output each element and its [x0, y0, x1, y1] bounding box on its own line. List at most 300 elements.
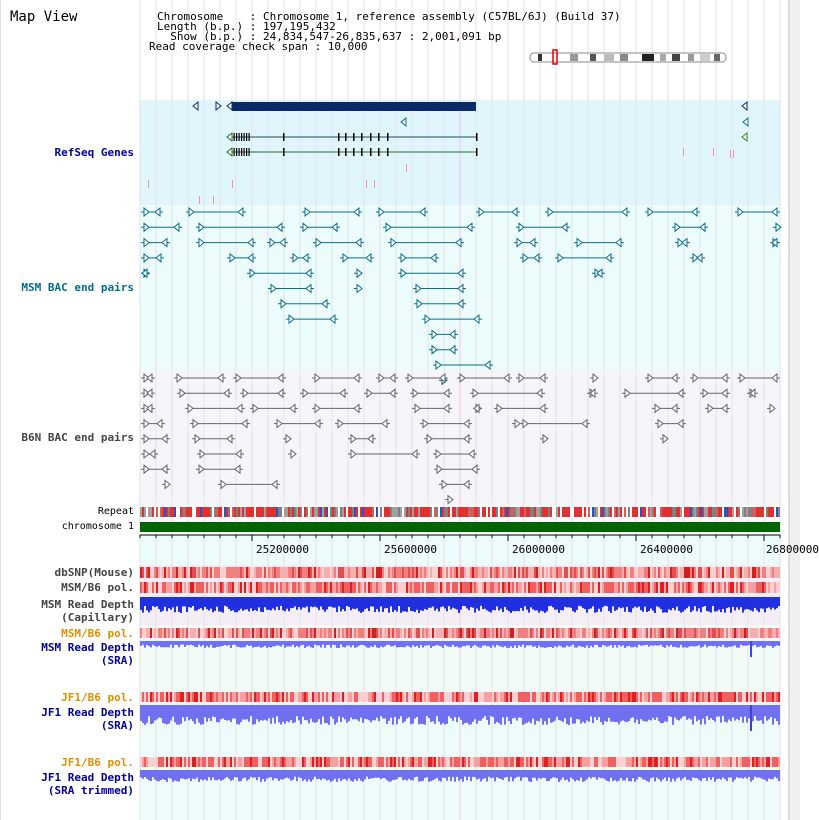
- heatmap-cell: [278, 628, 280, 638]
- chromosome-label: chromosome 1: [61, 521, 134, 532]
- heatmap-cell: [234, 757, 236, 767]
- repeat-cell: [338, 507, 340, 517]
- heatmap-cell: [408, 628, 410, 638]
- depth-bar: [622, 705, 624, 720]
- depth-bar: [612, 641, 614, 648]
- depth-bar: [402, 770, 404, 780]
- depth-bar: [208, 705, 210, 718]
- heatmap-cell: [770, 567, 772, 578]
- heatmap-cell: [182, 628, 184, 638]
- heatmap-cell: [636, 757, 638, 767]
- heatmap-cell: [342, 692, 344, 702]
- depth-bar: [522, 770, 524, 777]
- heatmap-cell: [744, 628, 746, 638]
- repeat-cell: [358, 507, 360, 517]
- heatmap-cell: [720, 692, 722, 702]
- depth-bar: [660, 770, 662, 781]
- heatmap-cell: [574, 692, 576, 702]
- depth-bar: [722, 770, 724, 777]
- repeat-cell: [680, 507, 682, 517]
- heatmap-cell: [610, 692, 612, 702]
- depth-bar: [768, 705, 770, 719]
- heatmap-cell: [732, 757, 734, 767]
- depth-bar: [608, 705, 610, 718]
- heatmap-cell: [424, 628, 426, 638]
- depth-bar: [268, 597, 270, 610]
- heatmap-cell: [194, 692, 196, 702]
- depth-bar: [356, 641, 358, 647]
- heatmap-cell: [232, 628, 234, 638]
- heatmap-cell: [442, 757, 444, 767]
- depth-bar: [630, 770, 632, 781]
- heatmap-cell: [288, 582, 290, 593]
- depth-bar: [150, 597, 152, 610]
- depth-bar: [752, 770, 754, 780]
- heatmap-cell: [380, 692, 382, 702]
- depth-bar: [772, 597, 774, 608]
- heatmap-cell: [758, 628, 760, 638]
- repeat-track[interactable]: [140, 507, 780, 517]
- depth-bar: [254, 705, 256, 724]
- depth-bar: [726, 705, 728, 722]
- depth-bar: [278, 597, 280, 610]
- heatmap-cell: [764, 757, 766, 767]
- heatmap-cell: [604, 582, 606, 593]
- heatmap-cell: [526, 628, 528, 638]
- heatmap-cell: [322, 628, 324, 638]
- heatmap-cell: [602, 692, 604, 702]
- heatmap-cell: [226, 628, 228, 638]
- depth-bar: [664, 770, 666, 778]
- depth-bar: [212, 705, 214, 717]
- depth-bar: [720, 597, 722, 612]
- heatmap-cell: [362, 567, 364, 578]
- depth-bar: [552, 705, 554, 722]
- depth-bar: [386, 597, 388, 608]
- depth-bar: [188, 770, 190, 778]
- vertical-scrollbar[interactable]: [789, 0, 800, 820]
- repeat-cell: [286, 507, 288, 517]
- depth-bar: [614, 770, 616, 780]
- heatmap-cell: [454, 628, 456, 638]
- depth-bar: [464, 597, 466, 606]
- heatmap-cell: [536, 692, 538, 702]
- heatmap-cell: [420, 567, 422, 578]
- repeat-cell: [150, 507, 152, 517]
- depth-bar: [158, 770, 160, 781]
- heatmap-cell: [520, 567, 522, 578]
- heatmap-cell: [388, 582, 390, 593]
- heatmap-cell: [250, 567, 252, 578]
- heatmap-cell: [548, 757, 550, 767]
- heatmap-cell: [200, 567, 202, 578]
- heatmap-cell: [394, 757, 396, 767]
- heatmap-cell: [708, 757, 710, 767]
- heatmap-cell: [564, 567, 566, 578]
- heatmap-cell: [306, 628, 308, 638]
- depth-bar: [354, 597, 356, 609]
- depth-bar: [264, 641, 266, 646]
- heatmap-cell: [146, 567, 148, 578]
- depth-bar: [758, 597, 760, 612]
- depth-bar: [194, 770, 196, 779]
- heatmap-cell: [668, 628, 670, 638]
- depth-bar: [282, 705, 284, 722]
- exon: [378, 133, 380, 141]
- msm-b6-pol-2-label[interactable]: MSM/B6 pol.: [61, 627, 134, 640]
- repeat-cell: [428, 507, 430, 517]
- heatmap-cell: [710, 757, 712, 767]
- depth-bar: [480, 641, 482, 648]
- heatmap-cell: [464, 628, 466, 638]
- depth-bar: [152, 705, 154, 723]
- depth-bar: [270, 705, 272, 724]
- heatmap-cell: [684, 567, 686, 578]
- repeat-cell: [318, 507, 320, 517]
- jf1-read-depth-sra-label[interactable]: JF1 Read Depth: [41, 706, 134, 719]
- heatmap-cell: [182, 567, 184, 578]
- heatmap-cell: [230, 582, 232, 593]
- heatmap-cell: [176, 692, 178, 702]
- heatmap-cell: [270, 628, 272, 638]
- heatmap-cell: [256, 582, 258, 593]
- depth-bar: [230, 770, 232, 781]
- heatmap-cell: [294, 757, 296, 767]
- heatmap-cell: [332, 692, 334, 702]
- heatmap-cell: [564, 582, 566, 593]
- depth-bar: [166, 770, 168, 782]
- heatmap-cell: [436, 567, 438, 578]
- heatmap-cell: [662, 582, 664, 593]
- depth-bar: [404, 705, 406, 722]
- msm-read-depth-sra-label[interactable]: MSM Read Depth: [41, 641, 134, 654]
- heatmap-cell: [764, 567, 766, 578]
- heatmap-cell: [724, 628, 726, 638]
- depth-bar: [620, 641, 622, 646]
- depth-bar: [542, 641, 544, 647]
- depth-bar: [358, 705, 360, 721]
- heatmap-cell: [580, 567, 582, 578]
- repeat-cell: [298, 507, 300, 517]
- heatmap-cell: [642, 582, 644, 593]
- heatmap-cell: [322, 567, 324, 578]
- exon: [353, 133, 355, 141]
- depth-bar: [378, 641, 380, 648]
- depth-bar: [176, 641, 178, 645]
- dbsnp-label[interactable]: dbSNP(Mouse): [54, 566, 134, 579]
- jf1-b6-pol-label[interactable]: JF1/B6 pol.: [61, 691, 134, 704]
- depth-bar: [144, 770, 146, 777]
- depth-bar: [304, 641, 306, 648]
- depth-bar: [194, 641, 196, 647]
- heatmap-cell: [262, 628, 264, 638]
- heatmap-cell: [778, 692, 780, 702]
- depth-bar: [764, 641, 766, 648]
- repeat-cell: [516, 507, 518, 517]
- heatmap-cell: [598, 757, 600, 767]
- heatmap-cell: [312, 628, 314, 638]
- depth-bar: [738, 641, 740, 648]
- heatmap-cell: [252, 582, 254, 593]
- heatmap-cell: [404, 692, 406, 702]
- heatmap-cell: [172, 628, 174, 638]
- heatmap-cell: [434, 692, 436, 702]
- depth-bar: [216, 770, 218, 780]
- chromosome-bar[interactable]: [140, 522, 780, 532]
- heatmap-cell: [208, 692, 210, 702]
- depth-bar: [472, 641, 474, 646]
- heatmap-cell: [228, 582, 230, 593]
- repeat-cell: [432, 507, 434, 517]
- heatmap-cell: [504, 567, 506, 578]
- repeat-cell: [388, 507, 390, 517]
- depth-bar: [600, 770, 602, 778]
- heatmap-cell: [296, 628, 298, 638]
- depth-bar: [736, 770, 738, 777]
- depth-bar: [238, 597, 240, 611]
- heatmap-cell: [326, 692, 328, 702]
- heatmap-cell: [366, 757, 368, 767]
- depth-bar: [158, 641, 160, 646]
- heatmap-cell: [448, 628, 450, 638]
- depth-bar: [360, 770, 362, 781]
- repeat-cell: [542, 507, 544, 517]
- heatmap-cell: [346, 567, 348, 578]
- depth-bar: [740, 705, 742, 717]
- repeat-cell: [288, 507, 290, 517]
- depth-bar: [186, 705, 188, 717]
- repeat-cell: [222, 507, 224, 517]
- heatmap-cell: [468, 692, 470, 702]
- heatmap-cell: [526, 582, 528, 593]
- repeat-cell: [332, 507, 334, 517]
- repeat-cell: [188, 507, 190, 517]
- heatmap-cell: [360, 692, 362, 702]
- chromosome-ideogram[interactable]: [530, 50, 726, 64]
- heatmap-cell: [618, 692, 620, 702]
- depth-bar: [694, 597, 696, 606]
- heatmap-cell: [612, 692, 614, 702]
- heatmap-cell: [752, 567, 754, 578]
- heatmap-cell: [224, 757, 226, 767]
- depth-bar: [680, 641, 682, 645]
- depth-bar: [466, 641, 468, 645]
- depth-bar: [520, 770, 522, 781]
- repeat-cell: [352, 507, 354, 517]
- heatmap-cell: [482, 692, 484, 702]
- heatmap-cell: [216, 628, 218, 638]
- heatmap-cell: [570, 692, 572, 702]
- depth-bar: [170, 597, 172, 610]
- depth-bar: [430, 770, 432, 781]
- depth-bar: [388, 770, 390, 782]
- heatmap-cell: [646, 692, 648, 702]
- depth-bar: [682, 641, 684, 648]
- depth-bar: [192, 641, 194, 645]
- heatmap-cell: [262, 567, 264, 578]
- depth-bar: [256, 705, 258, 719]
- depth-bar: [144, 705, 146, 725]
- heatmap-cell: [276, 757, 278, 767]
- depth-bar: [536, 641, 538, 648]
- depth-bar: [318, 705, 320, 719]
- heatmap-cell: [318, 628, 320, 638]
- heatmap-cell: [488, 628, 490, 638]
- heatmap-cell: [466, 567, 468, 578]
- depth-bar: [142, 597, 144, 613]
- heatmap-cell: [536, 567, 538, 578]
- heatmap-cell: [646, 567, 648, 578]
- depth-bar: [530, 597, 532, 607]
- heatmap-cell: [318, 692, 320, 702]
- depth-bar: [628, 597, 630, 612]
- heatmap-cell: [564, 628, 566, 638]
- heatmap-cell: [668, 757, 670, 767]
- depth-bar: [212, 641, 214, 648]
- heatmap-cell: [766, 628, 768, 638]
- depth-bar: [424, 770, 426, 778]
- heatmap-cell: [378, 567, 380, 578]
- depth-bar: [584, 597, 586, 609]
- heatmap-cell: [416, 692, 418, 702]
- heatmap-cell: [618, 628, 620, 638]
- heatmap-cell: [228, 567, 230, 578]
- repeat-cell: [628, 507, 630, 517]
- depth-bar: [370, 597, 372, 606]
- depth-bar: [360, 641, 362, 645]
- heatmap-cell: [334, 757, 336, 767]
- heatmap-cell: [586, 567, 588, 578]
- depth-bar: [516, 705, 518, 721]
- heatmap-cell: [210, 567, 212, 578]
- msm-b6-pol-label[interactable]: MSM/B6 pol.: [61, 581, 134, 594]
- heatmap-cell: [498, 692, 500, 702]
- depth-bar: [246, 770, 248, 781]
- heatmap-cell: [308, 628, 310, 638]
- heatmap-cell: [692, 582, 694, 593]
- depth-bar: [392, 770, 394, 780]
- repeat-cell: [618, 507, 620, 517]
- heatmap-cell: [632, 567, 634, 578]
- depth-bar: [240, 641, 242, 648]
- heatmap-cell: [608, 692, 610, 702]
- repeat-cell: [666, 507, 668, 517]
- b6n-bac-label[interactable]: B6N BAC end pairs: [21, 431, 134, 444]
- heatmap-cell: [558, 692, 560, 702]
- repeat-cell: [270, 507, 272, 517]
- heatmap-cell: [264, 567, 266, 578]
- heatmap-cell: [240, 567, 242, 578]
- depth-bar: [334, 597, 336, 608]
- heatmap-cell: [774, 757, 776, 767]
- msm-bac-label[interactable]: MSM BAC end pairs: [21, 281, 134, 294]
- heatmap-cell: [610, 582, 612, 593]
- depth-bar: [644, 641, 646, 645]
- depth-bar: [714, 770, 716, 782]
- repeat-cell: [306, 507, 308, 517]
- heatmap-cell: [480, 628, 482, 638]
- depth-bar: [416, 770, 418, 777]
- heatmap-cell: [176, 628, 178, 638]
- heatmap-cell: [204, 628, 206, 638]
- heatmap-cell: [326, 582, 328, 593]
- repeat-cell: [328, 507, 330, 517]
- heatmap-cell: [768, 692, 770, 702]
- depth-bar: [384, 770, 386, 778]
- repeat-cell: [476, 507, 478, 517]
- heatmap-cell: [222, 628, 224, 638]
- repeat-cell: [520, 507, 522, 517]
- depth-bar: [350, 705, 352, 718]
- heatmap-cell: [754, 692, 756, 702]
- heatmap-cell: [168, 757, 170, 767]
- depth-bar: [628, 770, 630, 781]
- heatmap-cell: [472, 757, 474, 767]
- refseq-label[interactable]: RefSeq Genes: [54, 146, 134, 159]
- depth-bar: [294, 597, 296, 606]
- heatmap-cell: [746, 582, 748, 593]
- depth-bar: [202, 705, 204, 724]
- heatmap-cell: [610, 628, 612, 638]
- heatmap-cell: [346, 582, 348, 593]
- heatmap-cell: [342, 567, 344, 578]
- repeat-cell: [284, 507, 286, 517]
- depth-bar: [480, 597, 482, 606]
- depth-bar: [356, 705, 358, 720]
- depth-bar: [566, 641, 568, 646]
- depth-bar: [590, 770, 592, 778]
- depth-bar: [204, 770, 206, 779]
- depth-bar: [450, 597, 452, 609]
- heatmap-cell: [624, 628, 626, 638]
- depth-bar: [478, 770, 480, 779]
- ideogram-band: [672, 54, 680, 61]
- depth-bar: [482, 597, 484, 609]
- repeat-cell: [506, 507, 508, 517]
- repeat-cell: [642, 507, 644, 517]
- heatmap-cell: [390, 567, 392, 578]
- msm-read-depth-capillary-label[interactable]: MSM Read Depth: [41, 598, 134, 611]
- depth-bar: [174, 705, 176, 722]
- depth-bar: [766, 705, 768, 721]
- heatmap-cell: [598, 692, 600, 702]
- heatmap-cell: [574, 582, 576, 593]
- depth-bar: [356, 770, 358, 781]
- depth-bar: [592, 641, 594, 647]
- heatmap-cell: [478, 692, 480, 702]
- depth-bar: [722, 641, 724, 645]
- depth-bar: [146, 597, 148, 610]
- jf1-read-depth-trim-label[interactable]: JF1 Read Depth: [41, 771, 134, 784]
- heatmap-cell: [738, 692, 740, 702]
- depth-bar: [156, 705, 158, 719]
- depth-bar: [392, 705, 394, 725]
- heatmap-cell: [212, 567, 214, 578]
- depth-bar: [598, 597, 600, 609]
- jf1-b6-pol-2-label[interactable]: JF1/B6 pol.: [61, 756, 134, 769]
- heatmap-cell: [428, 757, 430, 767]
- heatmap-cell: [396, 692, 398, 702]
- heatmap-cell: [244, 757, 246, 767]
- depth-bar: [456, 770, 458, 777]
- heatmap-cell: [424, 567, 426, 578]
- heatmap-cell: [222, 567, 224, 578]
- depth-bar: [400, 770, 402, 777]
- repeat-cell: [576, 507, 578, 517]
- heatmap-cell: [534, 757, 536, 767]
- heatmap-cell: [754, 567, 756, 578]
- repeat-cell: [216, 507, 218, 517]
